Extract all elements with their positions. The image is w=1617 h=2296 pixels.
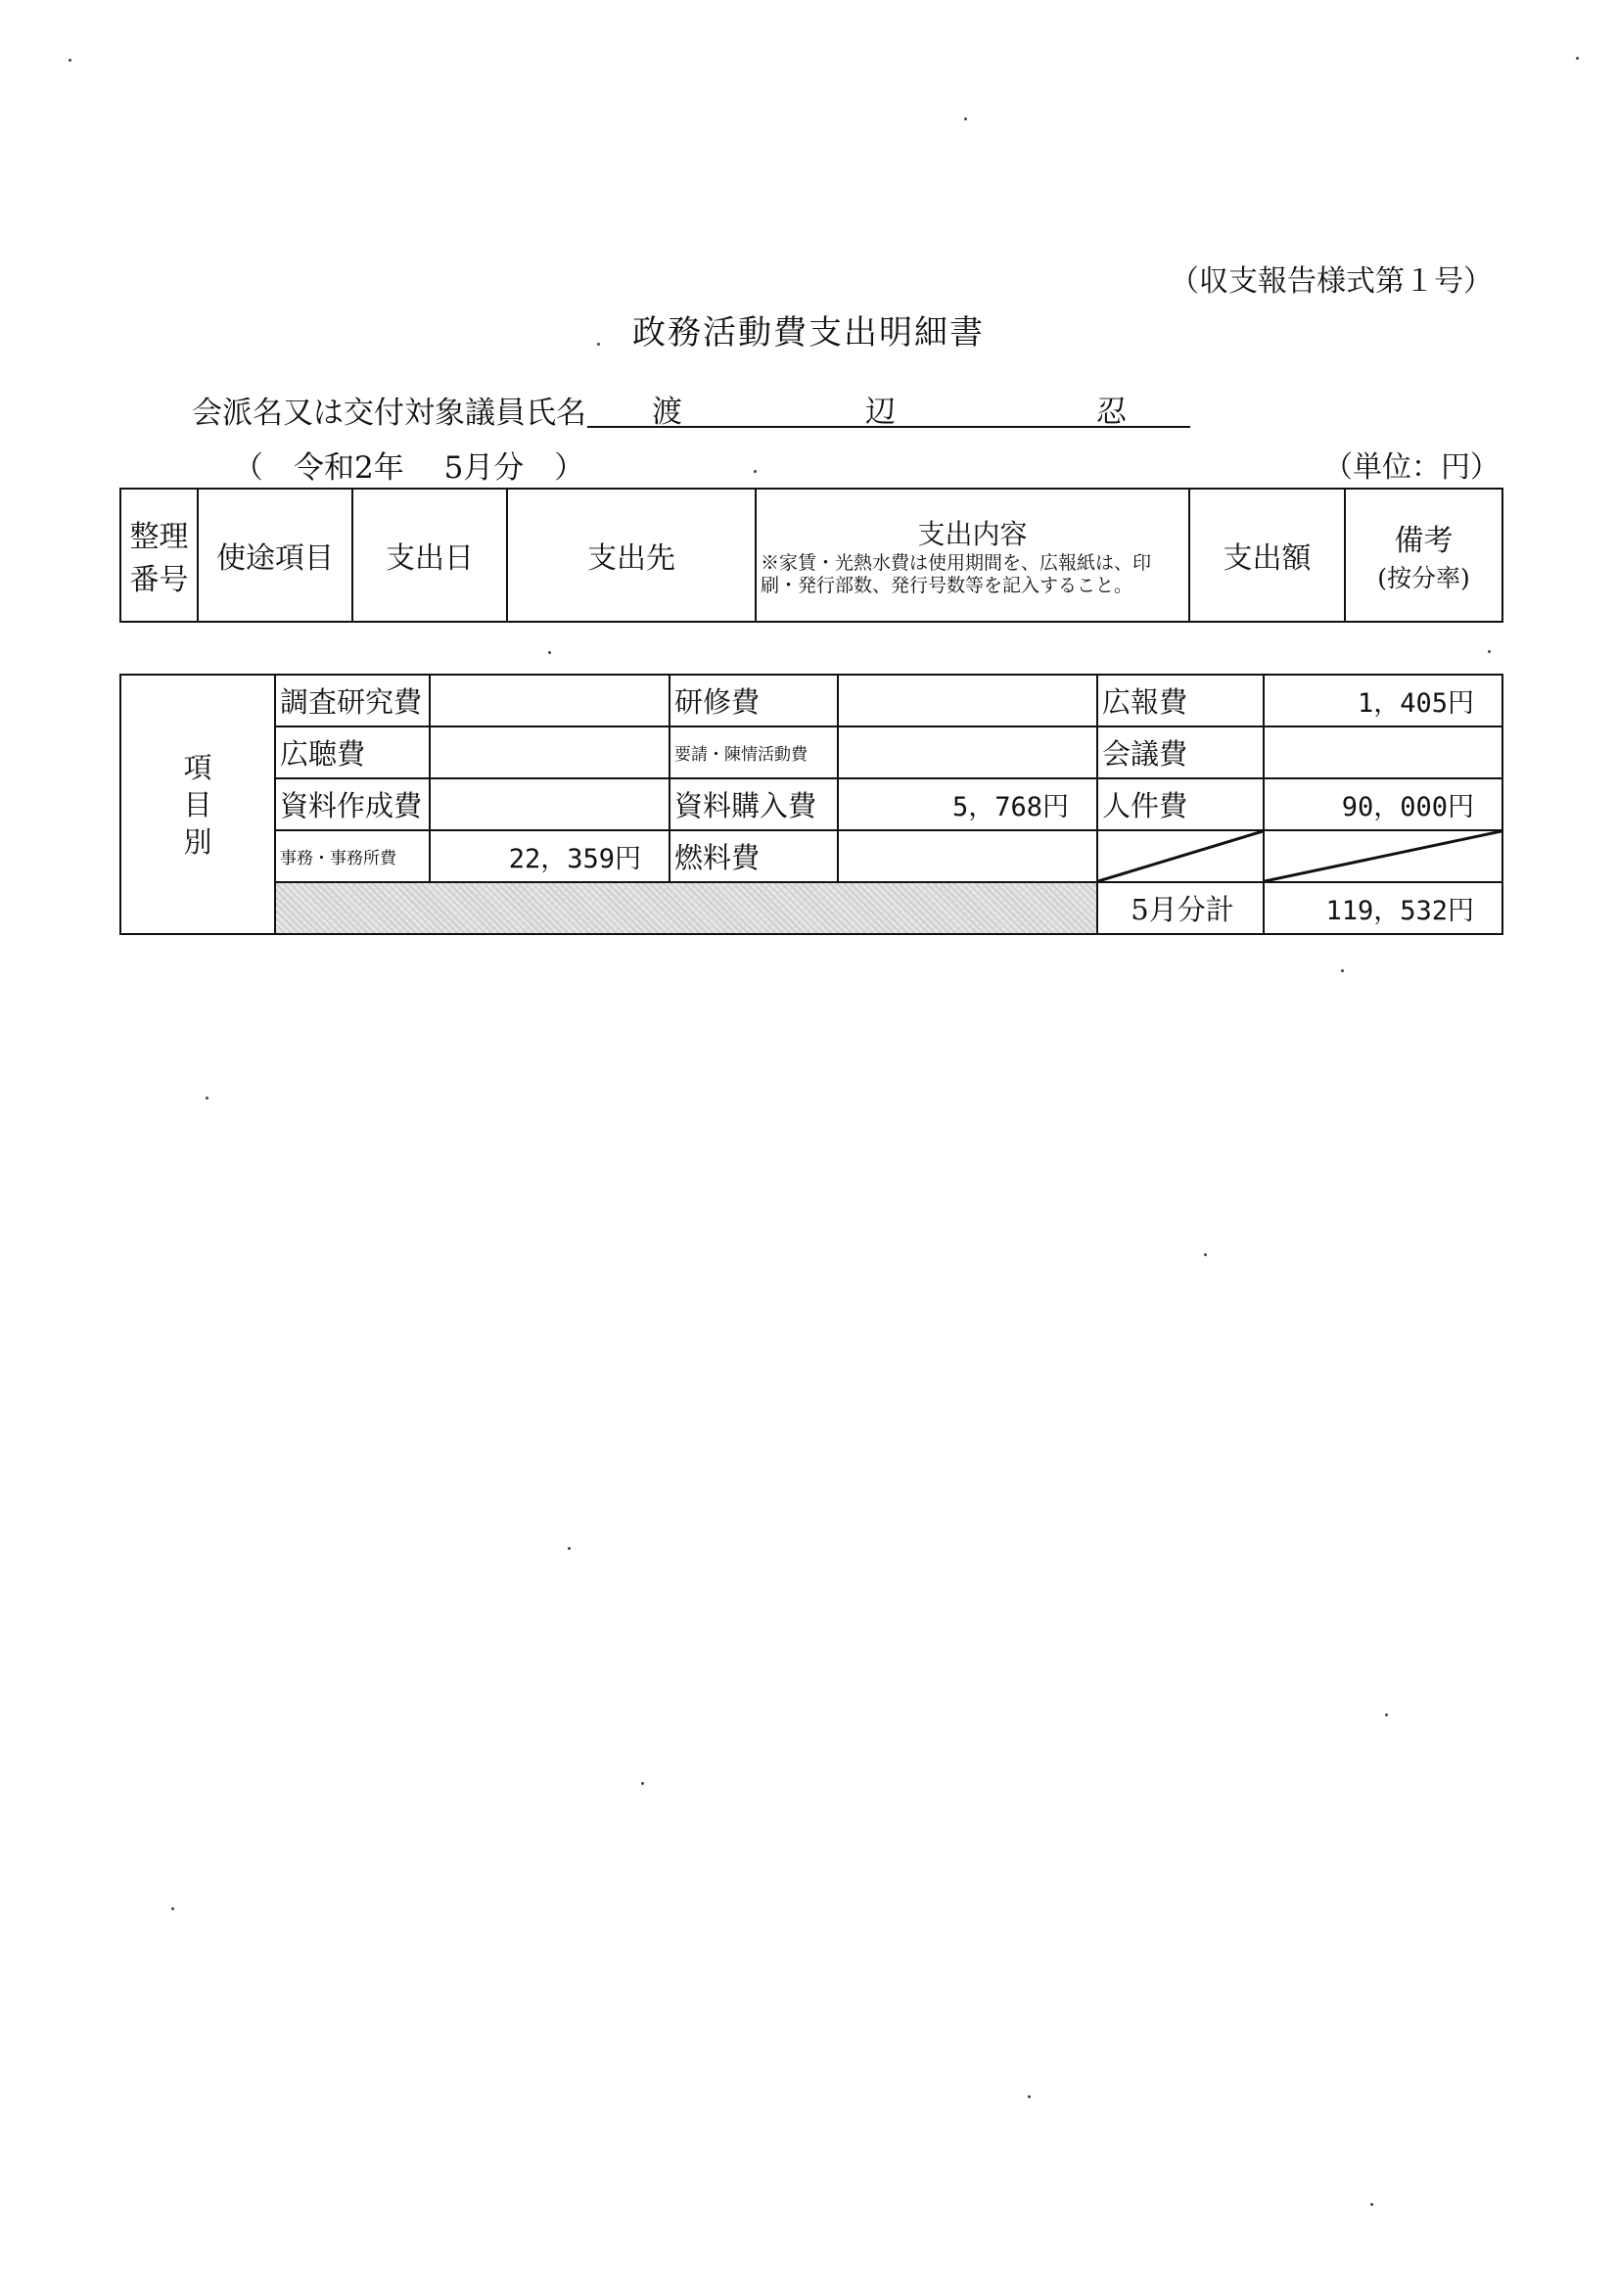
vertical-char: 別 — [183, 824, 212, 859]
scan-speck — [964, 117, 967, 120]
category-value: 5，768円 — [838, 778, 1097, 830]
category-value — [430, 778, 670, 830]
diagonal-line — [1098, 831, 1263, 881]
empty-cell-diagonal — [1264, 830, 1502, 882]
category-value — [838, 830, 1097, 882]
total-label: 5月分計 — [1097, 882, 1264, 934]
category-value — [430, 675, 670, 726]
header-date: 支出日 — [352, 489, 507, 622]
category-label: 資料作成費 — [275, 778, 430, 830]
table-row — [120, 882, 1502, 934]
category-value — [838, 675, 1097, 726]
table-row — [120, 726, 1502, 778]
category-label: 会議費 — [1097, 726, 1264, 778]
scan-speck — [1204, 1253, 1207, 1256]
scan-speck — [1341, 969, 1344, 972]
redacted-area — [275, 882, 1097, 934]
name-label: 会派名又は交付対象議員氏名 — [192, 396, 586, 431]
table-row — [120, 830, 1502, 882]
unit-label: （単位：円） — [1323, 450, 1500, 485]
category-label: 要請・陳情活動費 — [670, 726, 838, 778]
category-label: 資料購入費 — [670, 778, 838, 830]
scan-speck — [641, 1782, 644, 1785]
scan-speck — [206, 1097, 208, 1100]
scan-speck — [754, 470, 757, 473]
empty-cell-diagonal — [1097, 830, 1264, 882]
category-label: 人件費 — [1097, 778, 1264, 830]
scan-speck — [597, 343, 600, 346]
category-value: 1，405円 — [1264, 675, 1502, 726]
category-label: 広報費 — [1097, 675, 1264, 726]
scan-speck — [1370, 2203, 1373, 2206]
header-remarks-sub: (按分率) — [1377, 564, 1470, 592]
reporting-period: （ 令和2年 5月分 ） — [233, 450, 585, 486]
scan-speck — [1576, 57, 1579, 60]
header-number-line1: 整理 — [129, 520, 189, 554]
scan-speck — [69, 59, 71, 62]
category-value — [838, 726, 1097, 778]
category-label: 調査研究費 — [275, 675, 430, 726]
category-label: 研修費 — [670, 675, 838, 726]
header-category: 使途項目 — [198, 489, 352, 622]
category-value: 22，359円 — [430, 830, 670, 882]
category-label: 事務・事務所費 — [275, 830, 430, 882]
document-title: 政務活動費支出明細書 — [632, 313, 985, 352]
vertical-char: 項 — [183, 750, 212, 784]
table-row — [120, 778, 1502, 830]
category-label: 燃料費 — [670, 830, 838, 882]
item-category-label — [120, 675, 275, 934]
vertical-char: 目 — [183, 787, 212, 821]
total-value: 119，532円 — [1264, 882, 1502, 934]
header-payee: 支出先 — [507, 489, 756, 622]
scan-speck — [1385, 1713, 1388, 1716]
form-number: （収支報告様式第１号） — [1170, 264, 1493, 299]
diagonal-line — [1265, 831, 1502, 881]
scan-speck — [1488, 650, 1491, 653]
scan-speck — [171, 1907, 174, 1910]
category-label: 広聴費 — [275, 726, 430, 778]
table-row — [120, 675, 1502, 726]
scan-speck — [548, 651, 551, 654]
header-content — [756, 489, 1189, 622]
category-value: 90，000円 — [1264, 778, 1502, 830]
name-part-2: 辺 — [865, 395, 896, 430]
category-value — [1264, 726, 1502, 778]
expense-detail-header — [119, 488, 1503, 623]
name-part-3: 忍 — [1096, 395, 1127, 430]
scan-speck — [1028, 2095, 1031, 2098]
header-remarks-title: 備考 — [1394, 524, 1454, 558]
name-part-1: 渡 — [652, 395, 682, 430]
header-number-line2: 番号 — [129, 563, 189, 597]
header-content-note: ※家賃・光熱水費は使用期間を、広報紙は、印刷・発行部数、発行号数等を記入すること。 — [761, 552, 1152, 596]
member-name — [587, 387, 1190, 428]
header-amount: 支出額 — [1189, 489, 1345, 622]
scan-speck — [568, 1547, 571, 1550]
category-summary-table — [119, 674, 1503, 935]
header-number — [120, 489, 198, 622]
header-remarks — [1345, 489, 1502, 622]
category-value — [430, 726, 670, 778]
header-content-title: 支出内容 — [917, 518, 1028, 550]
